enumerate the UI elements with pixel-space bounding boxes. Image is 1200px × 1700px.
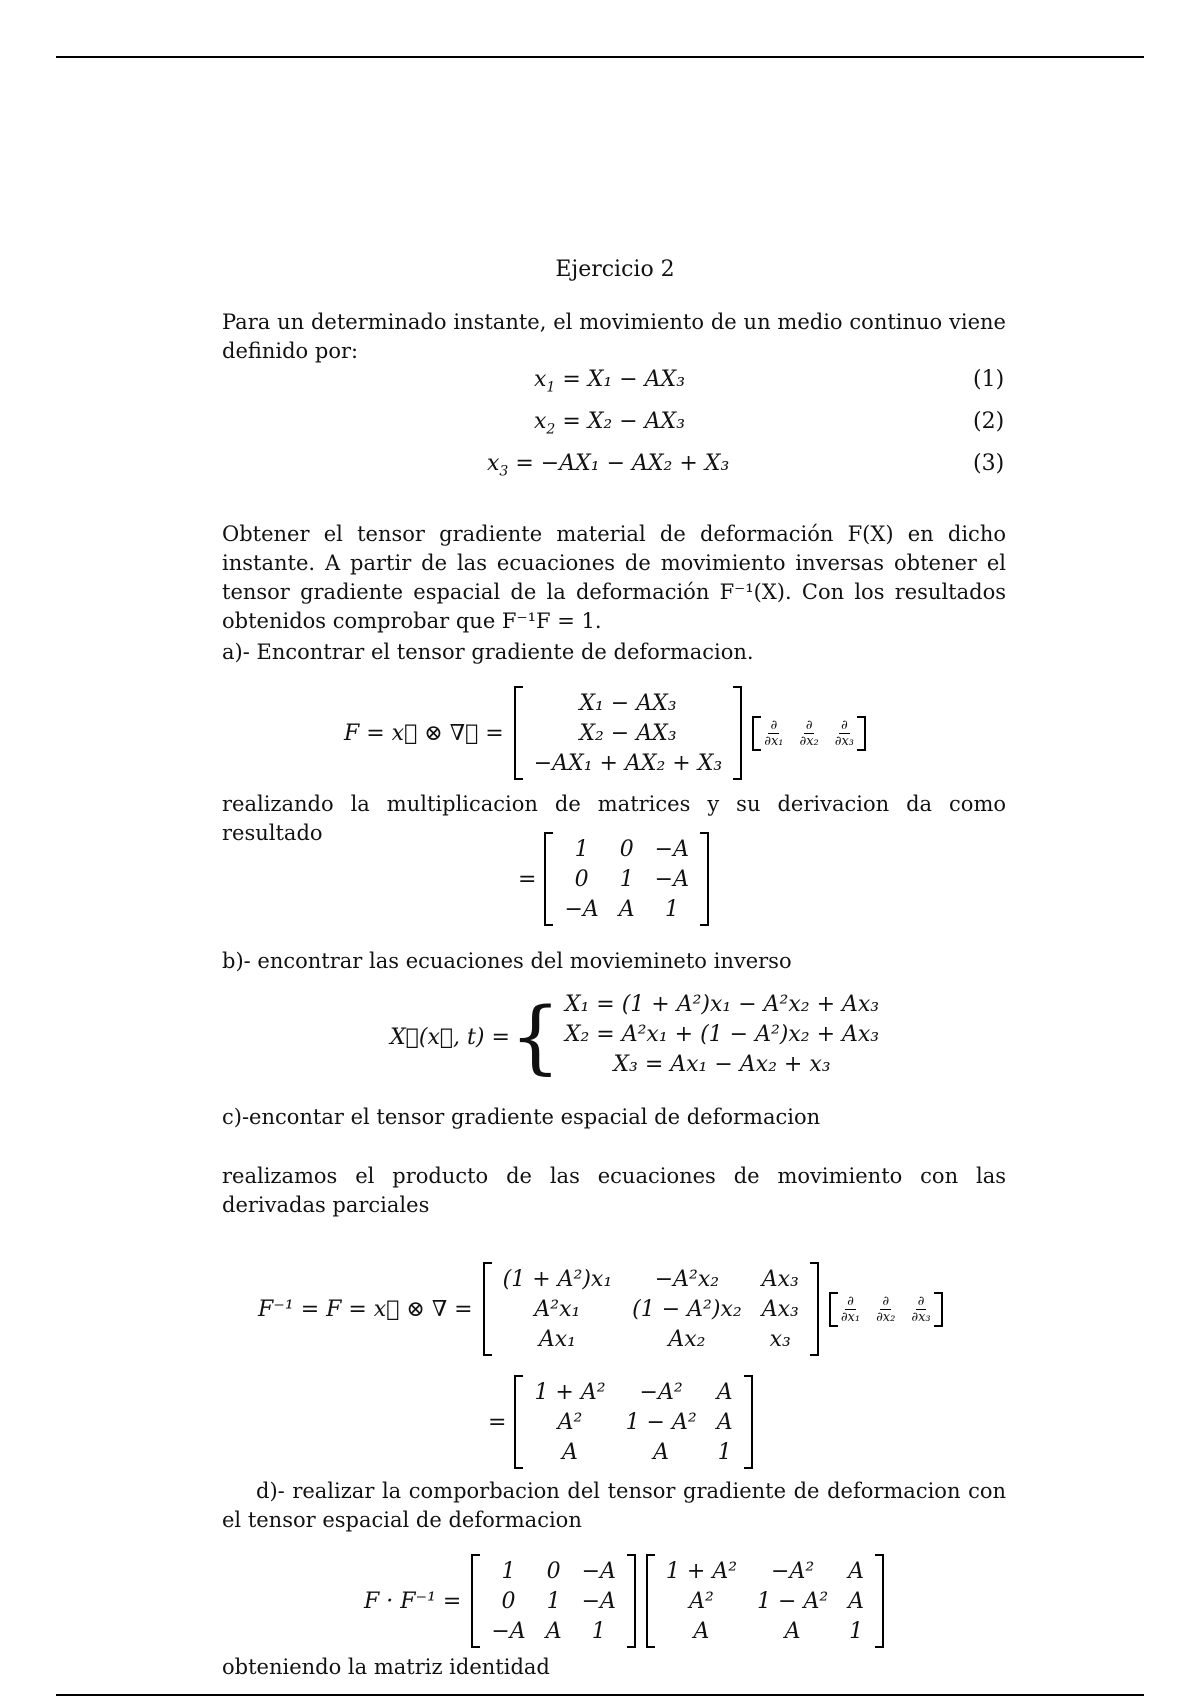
matrix-cell: A	[716, 1409, 733, 1435]
part-a-heading: a)- Encontrar el tensor gradiente de deformacion.	[222, 640, 754, 664]
matrix-d-F	[471, 1554, 636, 1648]
partial-num: ∂	[882, 1293, 890, 1309]
partial-den: ∂x₃	[834, 733, 855, 749]
matrix-cell: 1	[717, 1439, 732, 1465]
bottom-rule	[56, 1694, 1144, 1696]
vector-a-table	[524, 688, 733, 778]
multiplication-text: realizando la multiplicacion de matrices y su derivacion da como resultado	[222, 792, 1006, 845]
matrix-cell: (1 + A²)x₁	[502, 1266, 613, 1292]
part-d-heading: d)- realizar la comporbacion del tensor gradiente de deformacion con el tensor espacial de deformacion	[222, 1479, 1006, 1532]
partial-num: ∂	[770, 717, 778, 733]
partial-den: ∂x₂	[876, 1309, 896, 1325]
partial-den: ∂x₁	[764, 733, 784, 749]
matrix-c-table	[493, 1264, 809, 1354]
eq3-lhs: x	[487, 451, 500, 476]
eq3-sub: 3	[499, 463, 509, 480]
matrix-cell: A	[716, 1379, 733, 1405]
eq2-lhs: x	[534, 409, 547, 434]
matrix-cell: x₃	[769, 1326, 791, 1352]
partial-x3	[911, 1294, 930, 1325]
partial-den: ∂x₃	[911, 1309, 931, 1325]
matrix-cell: A²	[689, 1588, 714, 1614]
inverse-eq: X₁ = (1 + A²)x₁ − A²x₂ + Ax₃	[564, 992, 880, 1017]
matrix-cell: A	[848, 1558, 865, 1584]
eq-d-lhs: F · F⁻¹ =	[364, 1588, 462, 1614]
matrix-cell: Ax₃	[761, 1266, 799, 1292]
statement-paragraph: Obtener el tensor gradiente material de deformación F(X) en dicho instante. A partir de las ecuaciones de movimiento inversas obtener el tensor gradiente espacial de la deformación F⁻¹(X). Con los resultados obtenidos comprobar que F⁻¹F = 1.	[222, 522, 1006, 633]
eq2-rhs: = X₂ − AX₃	[562, 409, 686, 434]
matrix-cell: (1 − A²)x₂	[632, 1296, 742, 1322]
matrix-cell: −A²x₂	[654, 1266, 720, 1292]
matrix-F-table	[554, 834, 699, 924]
matrix-cell: 1	[546, 1588, 561, 1614]
matrix-cell: A	[848, 1588, 865, 1614]
matrix-cell: A	[693, 1618, 710, 1644]
matrix-cell: Ax₁	[538, 1326, 576, 1352]
matrix-cell: A	[653, 1439, 670, 1465]
eq1-sub: 1	[546, 379, 556, 396]
matrix-cell: A²x₁	[534, 1296, 581, 1322]
matrix-cell: −A	[581, 1558, 616, 1584]
matrix-cell: 1	[501, 1558, 516, 1584]
matrix-F	[544, 832, 709, 926]
partial-den: ∂x₁	[840, 1309, 861, 1325]
equation-3	[487, 451, 729, 479]
partials-row-c	[829, 1292, 943, 1327]
equation-3-number: (3)	[973, 451, 1005, 476]
product-text: realizamos el producto de las ecuaciones de movimiento con las derivadas parciales	[222, 1164, 1006, 1217]
conclusion-text: obteniendo la matriz identidad	[222, 1655, 550, 1679]
equation-d	[364, 1554, 884, 1648]
matrix-cell: −A²	[771, 1558, 815, 1584]
inverse-system	[390, 992, 879, 1082]
matrix-cell: −A	[581, 1588, 616, 1614]
matrix-cell: 1 + A²	[665, 1558, 738, 1584]
matrix-cell: A	[545, 1618, 562, 1644]
matrix-cell: 1	[574, 836, 589, 862]
matrix-d-Finv	[646, 1554, 884, 1648]
inverse-eq: X₂ = A²x₁ + (1 − A²)x₂ + Ax₃	[564, 1022, 880, 1047]
partial-x1	[841, 1294, 860, 1325]
equation-1	[534, 367, 685, 395]
equation-a	[344, 686, 866, 780]
matrix-cell: 1 − A²	[757, 1588, 829, 1614]
equals-sign: =	[518, 866, 537, 892]
partial-x3	[835, 718, 854, 749]
equation-2	[534, 409, 685, 437]
matrix-cell: 1	[619, 866, 634, 892]
partial-x2	[876, 1294, 895, 1325]
top-rule	[56, 56, 1144, 58]
matrix-cell: A	[618, 896, 635, 922]
intro-paragraph: Para un determinado instante, el movimiento de un medio continuo viene definido por:	[222, 310, 1006, 363]
equation-1-number: (1)	[973, 367, 1005, 392]
matrix-cell: −A²	[639, 1379, 683, 1405]
matrix-cell: −A	[491, 1618, 526, 1644]
eq2-sub: 2	[546, 421, 556, 438]
inverse-eq: X₃ = Ax₁ − Ax₂ + x₃	[613, 1052, 831, 1077]
exercise-title: Ejercicio 2	[555, 257, 675, 282]
matrix-cell: 0	[574, 866, 589, 892]
matrix-cell: 1 − A²	[625, 1409, 697, 1435]
vector-a-row: X₁ − AX₃	[579, 690, 677, 716]
inverse-equations	[565, 992, 879, 1082]
equals-sign: =	[488, 1409, 507, 1435]
partial-den: ∂x₂	[799, 733, 819, 749]
left-brace: {	[509, 990, 561, 1083]
matrix-cell: 1 + A²	[534, 1379, 606, 1405]
matrix-cell: A	[562, 1439, 578, 1465]
eq-c-lhs: F⁻¹ = F = x⃗ ⊗ ∇ =	[258, 1296, 473, 1322]
matrix-cell: 0	[546, 1558, 561, 1584]
partial-num: ∂	[847, 1293, 854, 1309]
matrix-cell: Ax₂	[668, 1326, 706, 1352]
vector-a-row: X₂ − AX₃	[579, 720, 677, 746]
matrix-cell: 0	[619, 836, 634, 862]
matrix-cell: 0	[501, 1588, 516, 1614]
partial-x2	[799, 718, 818, 749]
part-b-heading: b)- encontrar las ecuaciones del moviemineto inverso	[222, 949, 792, 973]
part-c-heading: c)-encontar el tensor gradiente espacial de deformacion	[222, 1105, 821, 1129]
matrix-c	[483, 1262, 819, 1356]
vector-a-matrix	[514, 686, 743, 780]
inverse-lhs: X⃗(x⃗, t) =	[390, 1024, 510, 1050]
partial-num: ∂	[805, 717, 813, 733]
matrix-Finv-table	[524, 1377, 742, 1467]
eq1-rhs: = X₁ − AX₃	[562, 367, 686, 392]
partial-num: ∂	[917, 1293, 925, 1309]
matrix-Finv-result	[488, 1375, 753, 1469]
eq1-lhs: x	[534, 367, 547, 392]
partial-num: ∂	[841, 717, 848, 733]
matrix-d-Finv-table	[656, 1556, 874, 1646]
matrix-cell: 1	[591, 1618, 606, 1644]
matrix-cell: −A	[654, 836, 689, 862]
matrix-F-result	[518, 832, 709, 926]
eq-a-lhs: F = x⃗ ⊗ ∇⃗ =	[344, 720, 504, 746]
matrix-cell: A	[784, 1618, 801, 1644]
matrix-cell: 1	[664, 896, 679, 922]
partials-row-a	[752, 716, 866, 751]
equation-c	[258, 1262, 943, 1356]
matrix-cell: A²	[557, 1409, 583, 1435]
equation-2-number: (2)	[973, 409, 1005, 434]
eq3-rhs: = −AX₁ − AX₂ + X₃	[515, 451, 730, 476]
matrix-cell: −A	[654, 866, 689, 892]
vector-a-row: −AX₁ + AX₂ + X₃	[533, 750, 723, 776]
partial-x1	[764, 718, 783, 749]
matrix-cell: 1	[849, 1618, 864, 1644]
matrix-d-F-table	[481, 1556, 626, 1646]
matrix-cell: −A	[564, 896, 599, 922]
matrix-Finv	[514, 1375, 752, 1469]
matrix-cell: Ax₃	[761, 1296, 799, 1322]
